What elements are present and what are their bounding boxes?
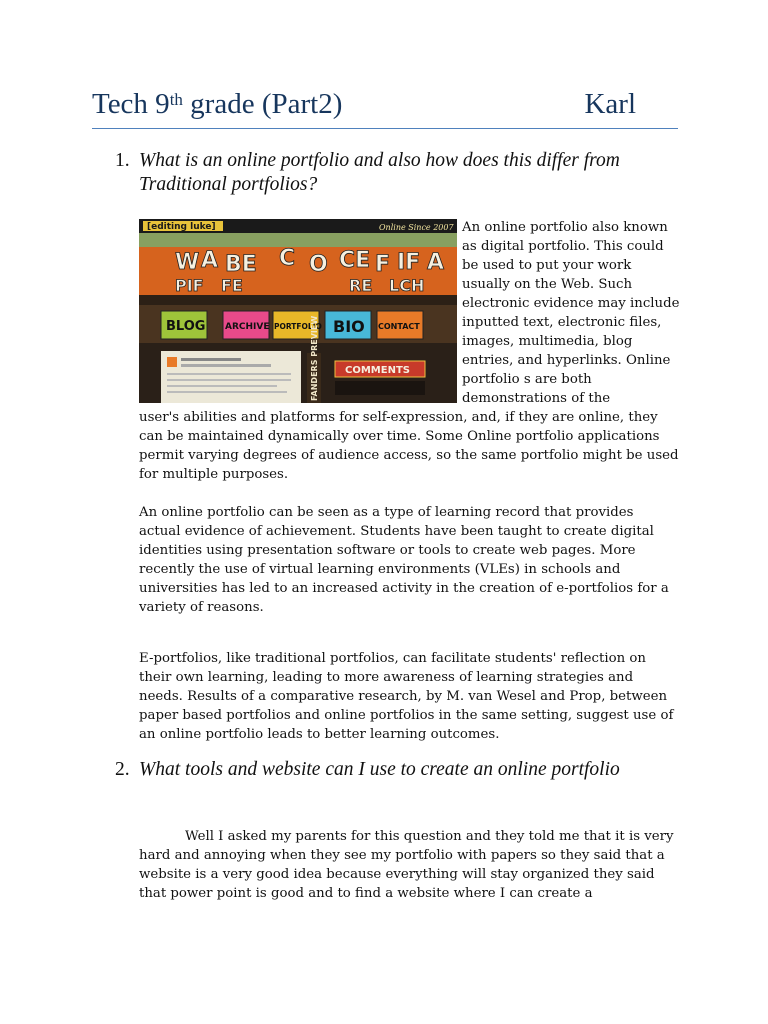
paragraph: user's abilities and platforms for self-expression, and, if they are online, they can be maintained dynamically over time. Some Online portfolio applications permit varying degrees of audience access, so the same portfolio might be used for multiple purposes. — [139, 410, 679, 482]
svg-text:A: A — [427, 250, 445, 275]
svg-text:FE: FE — [221, 276, 243, 295]
title-superscript: th — [169, 90, 183, 109]
svg-text:RE: RE — [349, 276, 373, 295]
button-archive: ARCHIVE — [225, 322, 270, 332]
comments-label: COMMENTS — [345, 365, 410, 376]
question-text: What tools and website can I use to create an online portfolio — [139, 759, 620, 780]
paragraph: E-portfolios, like traditional portfolios, can facilitate students' reflection on their own learning, leading to more awareness of learning strategies and needs. Results of a comparative research, by M. van Wesel and Prop, between paper based portfolios and online portfolios in the same setting, suggest use of an online portfolio leads to better learning outcomes. — [139, 651, 674, 742]
svg-text:W: W — [175, 250, 200, 275]
since-text: Online Since 2007 — [379, 223, 454, 232]
button-contact: CONTACT — [378, 322, 420, 331]
svg-text:CE: CE — [339, 248, 371, 273]
answer-1-wrap-text: An online portfolio also known as digital portfolio. This could be used to put your work usually on the Web. Such electronic evidence may include inputted text, electronic files, images, multimedia, blog entries, and hyperlinks. Online portfolio s are both demonstrations of the — [462, 220, 680, 406]
question-text: What is an online portfolio and also how does this differ from Traditional portfolios? — [139, 150, 620, 195]
side-label: FANDERS PREVIEW — [310, 315, 319, 401]
svg-text:A: A — [201, 248, 219, 273]
paragraph: Well I asked my parents for this question and they told me that it is very hard and annoying when they see my portfolio with papers so they said that a website is a very good idea because everything will stay organized they said that power point is good and to find a website where I can create a — [139, 829, 674, 901]
answer-2-paragraph-1 — [139, 827, 679, 903]
question-number: 1. — [115, 150, 130, 171]
svg-text:BE: BE — [225, 252, 257, 277]
banner-text: [editing luke] — [147, 222, 216, 232]
svg-text:O: O — [309, 252, 328, 277]
svg-text:F: F — [375, 252, 391, 277]
title-rest: grade (Part2) — [182, 88, 343, 120]
svg-text:PIF: PIF — [175, 276, 204, 295]
paragraph: An online portfolio can be seen as a type of learning record that provides actual evidence of achievement. Students have been taught to create digital identities using presentation software or tools to create web pages. More recently the use of virtual learning environments (VLEs) in schools and universities has led to an increased activity in the creation of e-portfolios for a variety of reasons. — [139, 505, 669, 615]
svg-text:LCH: LCH — [389, 276, 425, 295]
answer-1-paragraph-3 — [139, 649, 679, 744]
title-main: Tech 9 — [92, 88, 170, 120]
svg-text:IF: IF — [397, 250, 421, 275]
document-header — [92, 88, 678, 129]
button-blog: BLOG — [166, 319, 206, 334]
document-title — [92, 88, 342, 121]
svg-text:C: C — [279, 246, 296, 271]
button-portfolio: PORTFOLIO — [274, 322, 322, 331]
answer-1-continued — [139, 408, 679, 484]
question-number: 2. — [115, 759, 130, 780]
author-name: Karl — [584, 88, 636, 120]
button-bio: BIO — [333, 317, 365, 336]
answer-1-paragraph-2 — [139, 503, 679, 617]
portfolio-screenshot-image — [139, 219, 457, 403]
